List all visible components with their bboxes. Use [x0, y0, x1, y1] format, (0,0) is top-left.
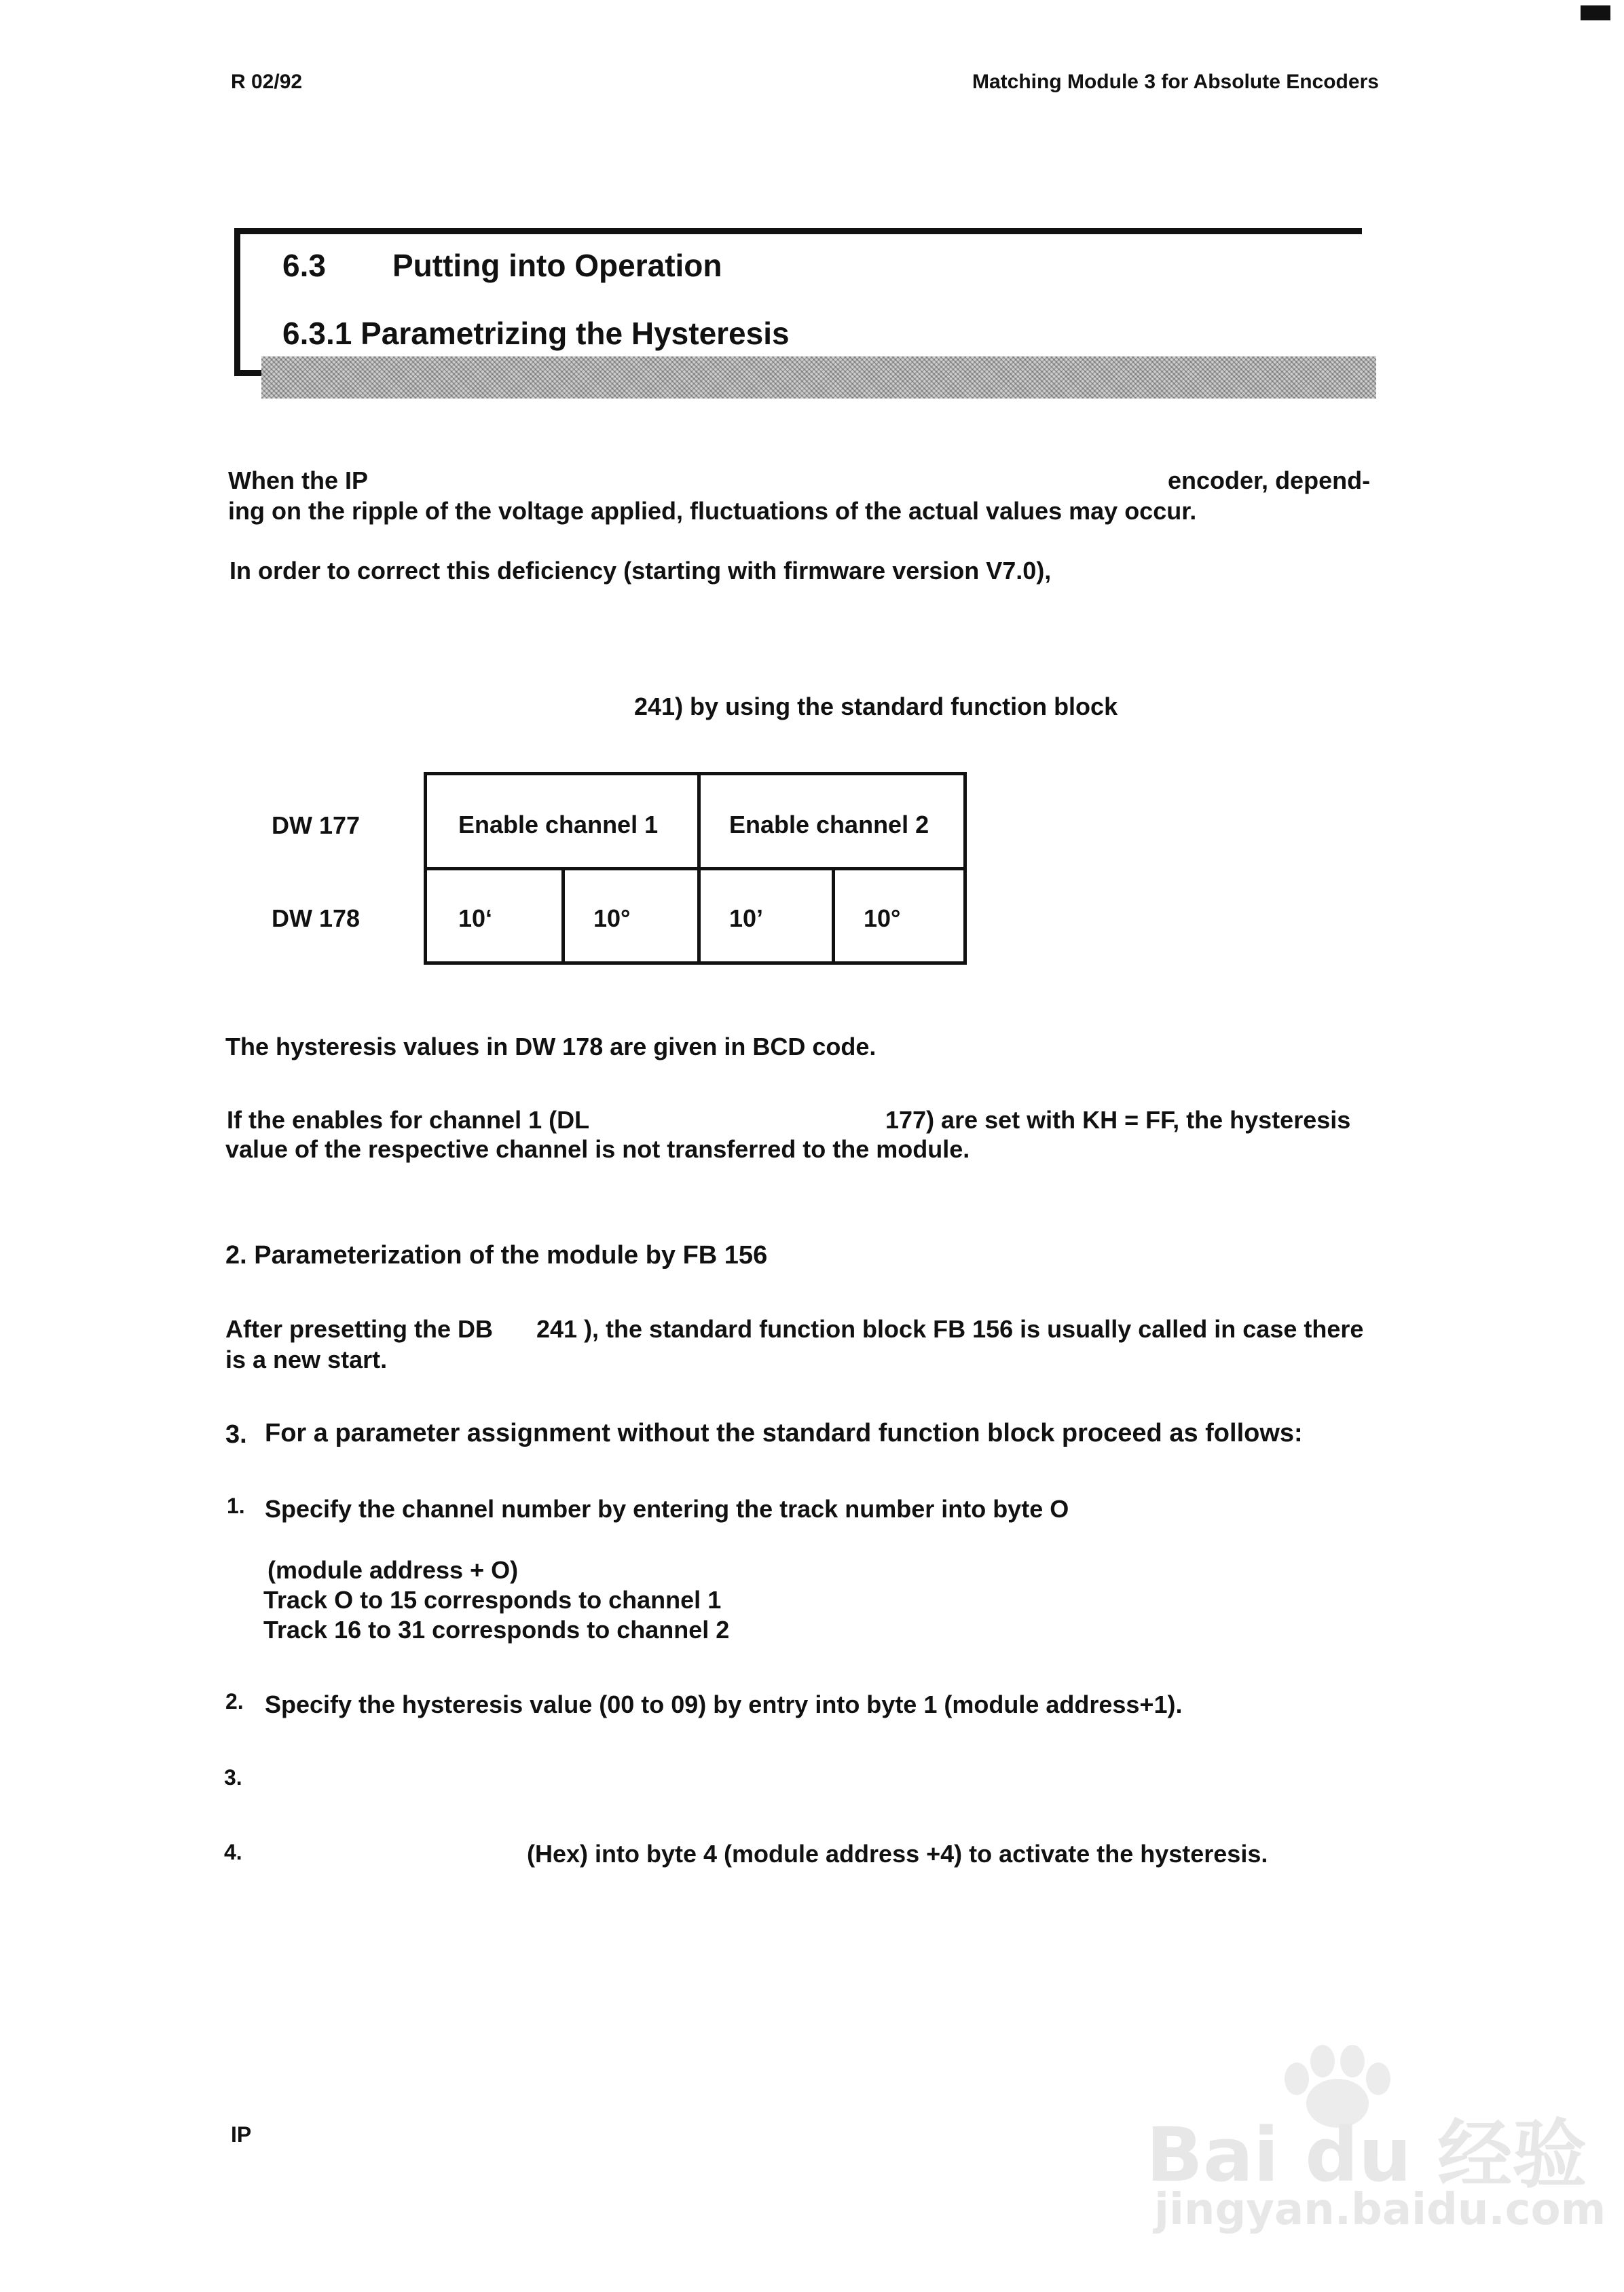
watermark-brand: Bai du 经验 [1146, 2111, 1587, 2198]
p1-line1-end: encoder, depend- [1168, 466, 1371, 494]
step-4-number: 4. [224, 1840, 242, 1864]
row-label-dw177: DW 177 [272, 811, 361, 839]
step-1-sub-1: (module address + O) [267, 1556, 519, 1584]
cell-enable-channel-1: Enable channel 1 [458, 811, 659, 838]
fb156-line2: is a new start. [225, 1346, 388, 1373]
cell-ch1-digit-low: 10° [593, 904, 631, 932]
header-left: R 02/92 [231, 71, 303, 93]
step-2-text: Specify the hysteresis value (00 to 09) by entry into byte 1 (module address+1). [265, 1690, 1183, 1718]
section-title: Putting into Operation [392, 248, 722, 283]
note-enables-line2: value of the respective channel is not transferred to the module. [225, 1135, 970, 1163]
p3: 241) by using the standard function block [634, 692, 1118, 720]
cell-ch2-digit-high: 10’ [729, 904, 764, 932]
subsection-title: 6.3.1 Parametrizing the Hysteresis [282, 316, 790, 351]
watermark-url: jingyan.baidu.com [1154, 2185, 1606, 2235]
corner-mark [1581, 5, 1610, 20]
step-1-sub-3: Track 16 to 31 corresponds to channel 2 [263, 1616, 730, 1644]
table-channel-divider [697, 775, 701, 961]
section-number: 6.3 [282, 248, 326, 283]
step-3-number: 3. [224, 1765, 242, 1790]
note-enables-start: If the enables for channel 1 (DL [227, 1106, 590, 1134]
step-4-text: (Hex) into byte 4 (module address +4) to activate the hysteresis. [527, 1840, 1268, 1868]
cell-enable-channel-2: Enable channel 2 [729, 811, 929, 838]
table-digit-divider-2 [832, 867, 835, 961]
cell-ch1-digit-high: 10‘ [458, 904, 493, 932]
footer-left: IP [231, 2122, 252, 2147]
step-2-number: 2. [225, 1689, 244, 1714]
fb156-line1-end: 241 ), the standard function block FB 156 is usually called in case there [536, 1315, 1364, 1343]
data-word-table [424, 772, 967, 965]
cell-ch2-digit-low: 10° [864, 904, 901, 932]
header-right: Matching Module 3 for Absolute Encoders [972, 71, 1379, 93]
note-enables-end: 177) are set with KH = FF, the hysteresis [885, 1106, 1351, 1134]
step-1-sub-2: Track O to 15 corresponds to channel 1 [263, 1586, 722, 1614]
p1-line2: ing on the ripple of the voltage applied, fluctuations of the actual values may occur. [228, 497, 1197, 525]
p2: In order to correct this deficiency (starting with firmware version V7.0), [229, 557, 1052, 585]
table-digit-divider-1 [561, 867, 565, 961]
heading-hatch-shadow [261, 356, 1376, 399]
fb156-line1-start: After presetting the DB [225, 1315, 494, 1343]
manual-heading-number: 3. [225, 1420, 247, 1449]
p1-line1-start: When the IP [228, 466, 368, 494]
row-label-dw178: DW 178 [272, 904, 361, 932]
step-1-number: 1. [227, 1494, 245, 1518]
table-row-divider [427, 867, 963, 870]
step-1-text: Specify the channel number by entering the track number into byte O [265, 1495, 1069, 1523]
manual-heading: For a parameter assignment without the standard function block proceed as follows: [265, 1419, 1303, 1447]
note-bcd: The hysteresis values in DW 178 are given in BCD code. [225, 1033, 876, 1060]
fb156-heading: 2. Parameterization of the module by FB 156 [225, 1241, 768, 1270]
